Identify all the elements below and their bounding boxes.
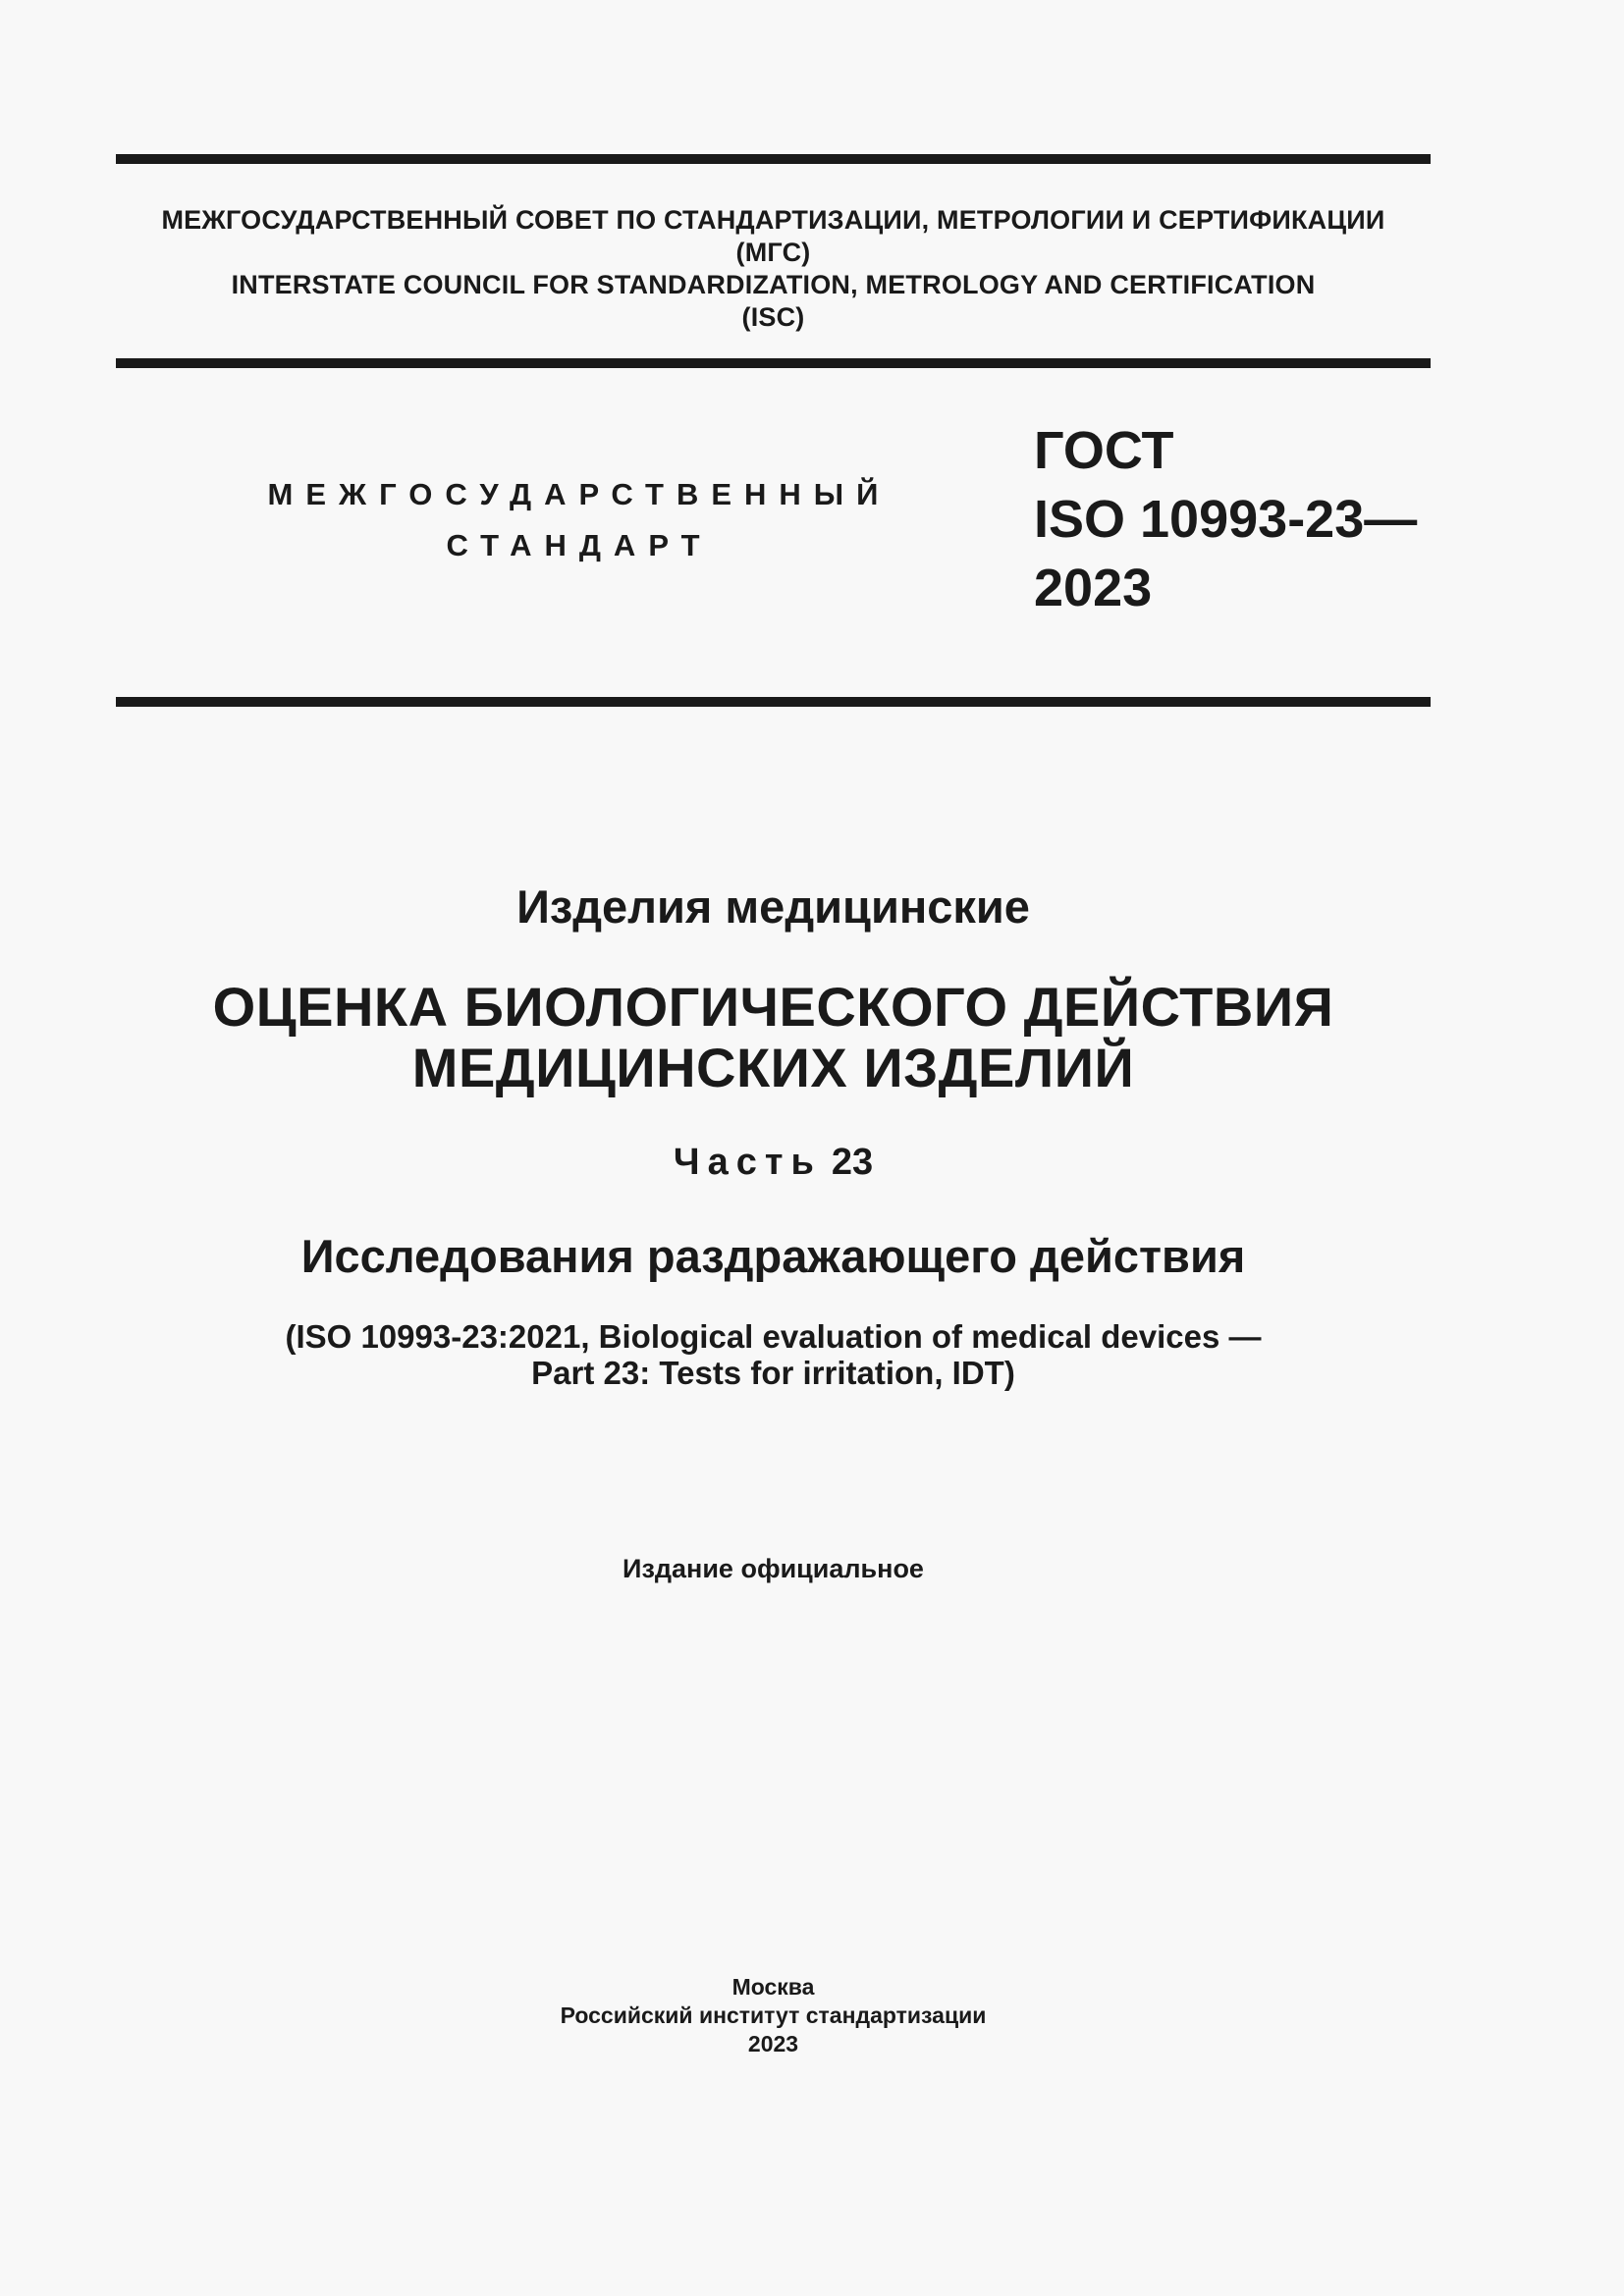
product-group-text: Изделия медицинские xyxy=(516,881,1030,933)
imprint xyxy=(116,1973,1431,2058)
designation-line1: ГОСТ xyxy=(1034,421,1174,480)
product-group-title xyxy=(116,878,1431,936)
iso-reference xyxy=(116,1318,1431,1391)
header-divider xyxy=(116,358,1431,368)
main-title xyxy=(116,977,1431,1098)
imprint-city: Москва xyxy=(731,1974,815,2000)
imprint-publisher: Российский институт стандартизации xyxy=(560,2002,987,2028)
iso-reference-line1: (ISO 10993-23:2021, Biological evaluation of medical devices — xyxy=(285,1318,1262,1355)
edition-label xyxy=(116,1552,1431,1585)
imprint-year: 2023 xyxy=(747,2031,799,2056)
top-divider xyxy=(116,154,1431,164)
council-header xyxy=(116,204,1431,334)
edition-text: Издание официальное xyxy=(623,1554,924,1583)
part-label xyxy=(116,1141,1431,1184)
designation-line2: ISO 10993-23— xyxy=(1034,490,1418,549)
council-name-en: INTERSTATE COUNCIL FOR STANDARDIZATION, METROLOGY AND CERTIFICATION xyxy=(231,270,1316,299)
main-title-line2: МЕДИЦИНСКИХ ИЗДЕЛИЙ xyxy=(411,1037,1135,1098)
council-abbr-en: (ISC) xyxy=(741,302,805,332)
part-title-text: Исследования раздражающего действия xyxy=(300,1230,1246,1282)
main-title-line1: ОЦЕНКА БИОЛОГИЧЕСКОГО ДЕЙСТВИЯ xyxy=(212,976,1334,1038)
standard-type xyxy=(226,469,933,571)
council-abbr-ru: (МГС) xyxy=(735,238,811,267)
part-title xyxy=(116,1227,1431,1286)
council-name-ru: МЕЖГОСУДАРСТВЕННЫЙ СОВЕТ ПО СТАНДАРТИЗАЦИИ, МЕТРОЛОГИИ И СЕРТИФИКАЦИИ xyxy=(161,205,1385,235)
standard-type-line1: МЕЖГОСУДАРСТВЕННЫЙ xyxy=(267,477,892,511)
iso-reference-line2: Part 23: Tests for irritation, IDT) xyxy=(531,1355,1015,1391)
part-word: Часть xyxy=(673,1142,822,1183)
standard-designation xyxy=(1034,416,1417,622)
standard-type-line2: СТАНДАРТ xyxy=(446,528,713,562)
designation-line3: 2023 xyxy=(1034,559,1153,617)
designation-divider xyxy=(116,697,1431,707)
part-number: 23 xyxy=(831,1142,874,1183)
